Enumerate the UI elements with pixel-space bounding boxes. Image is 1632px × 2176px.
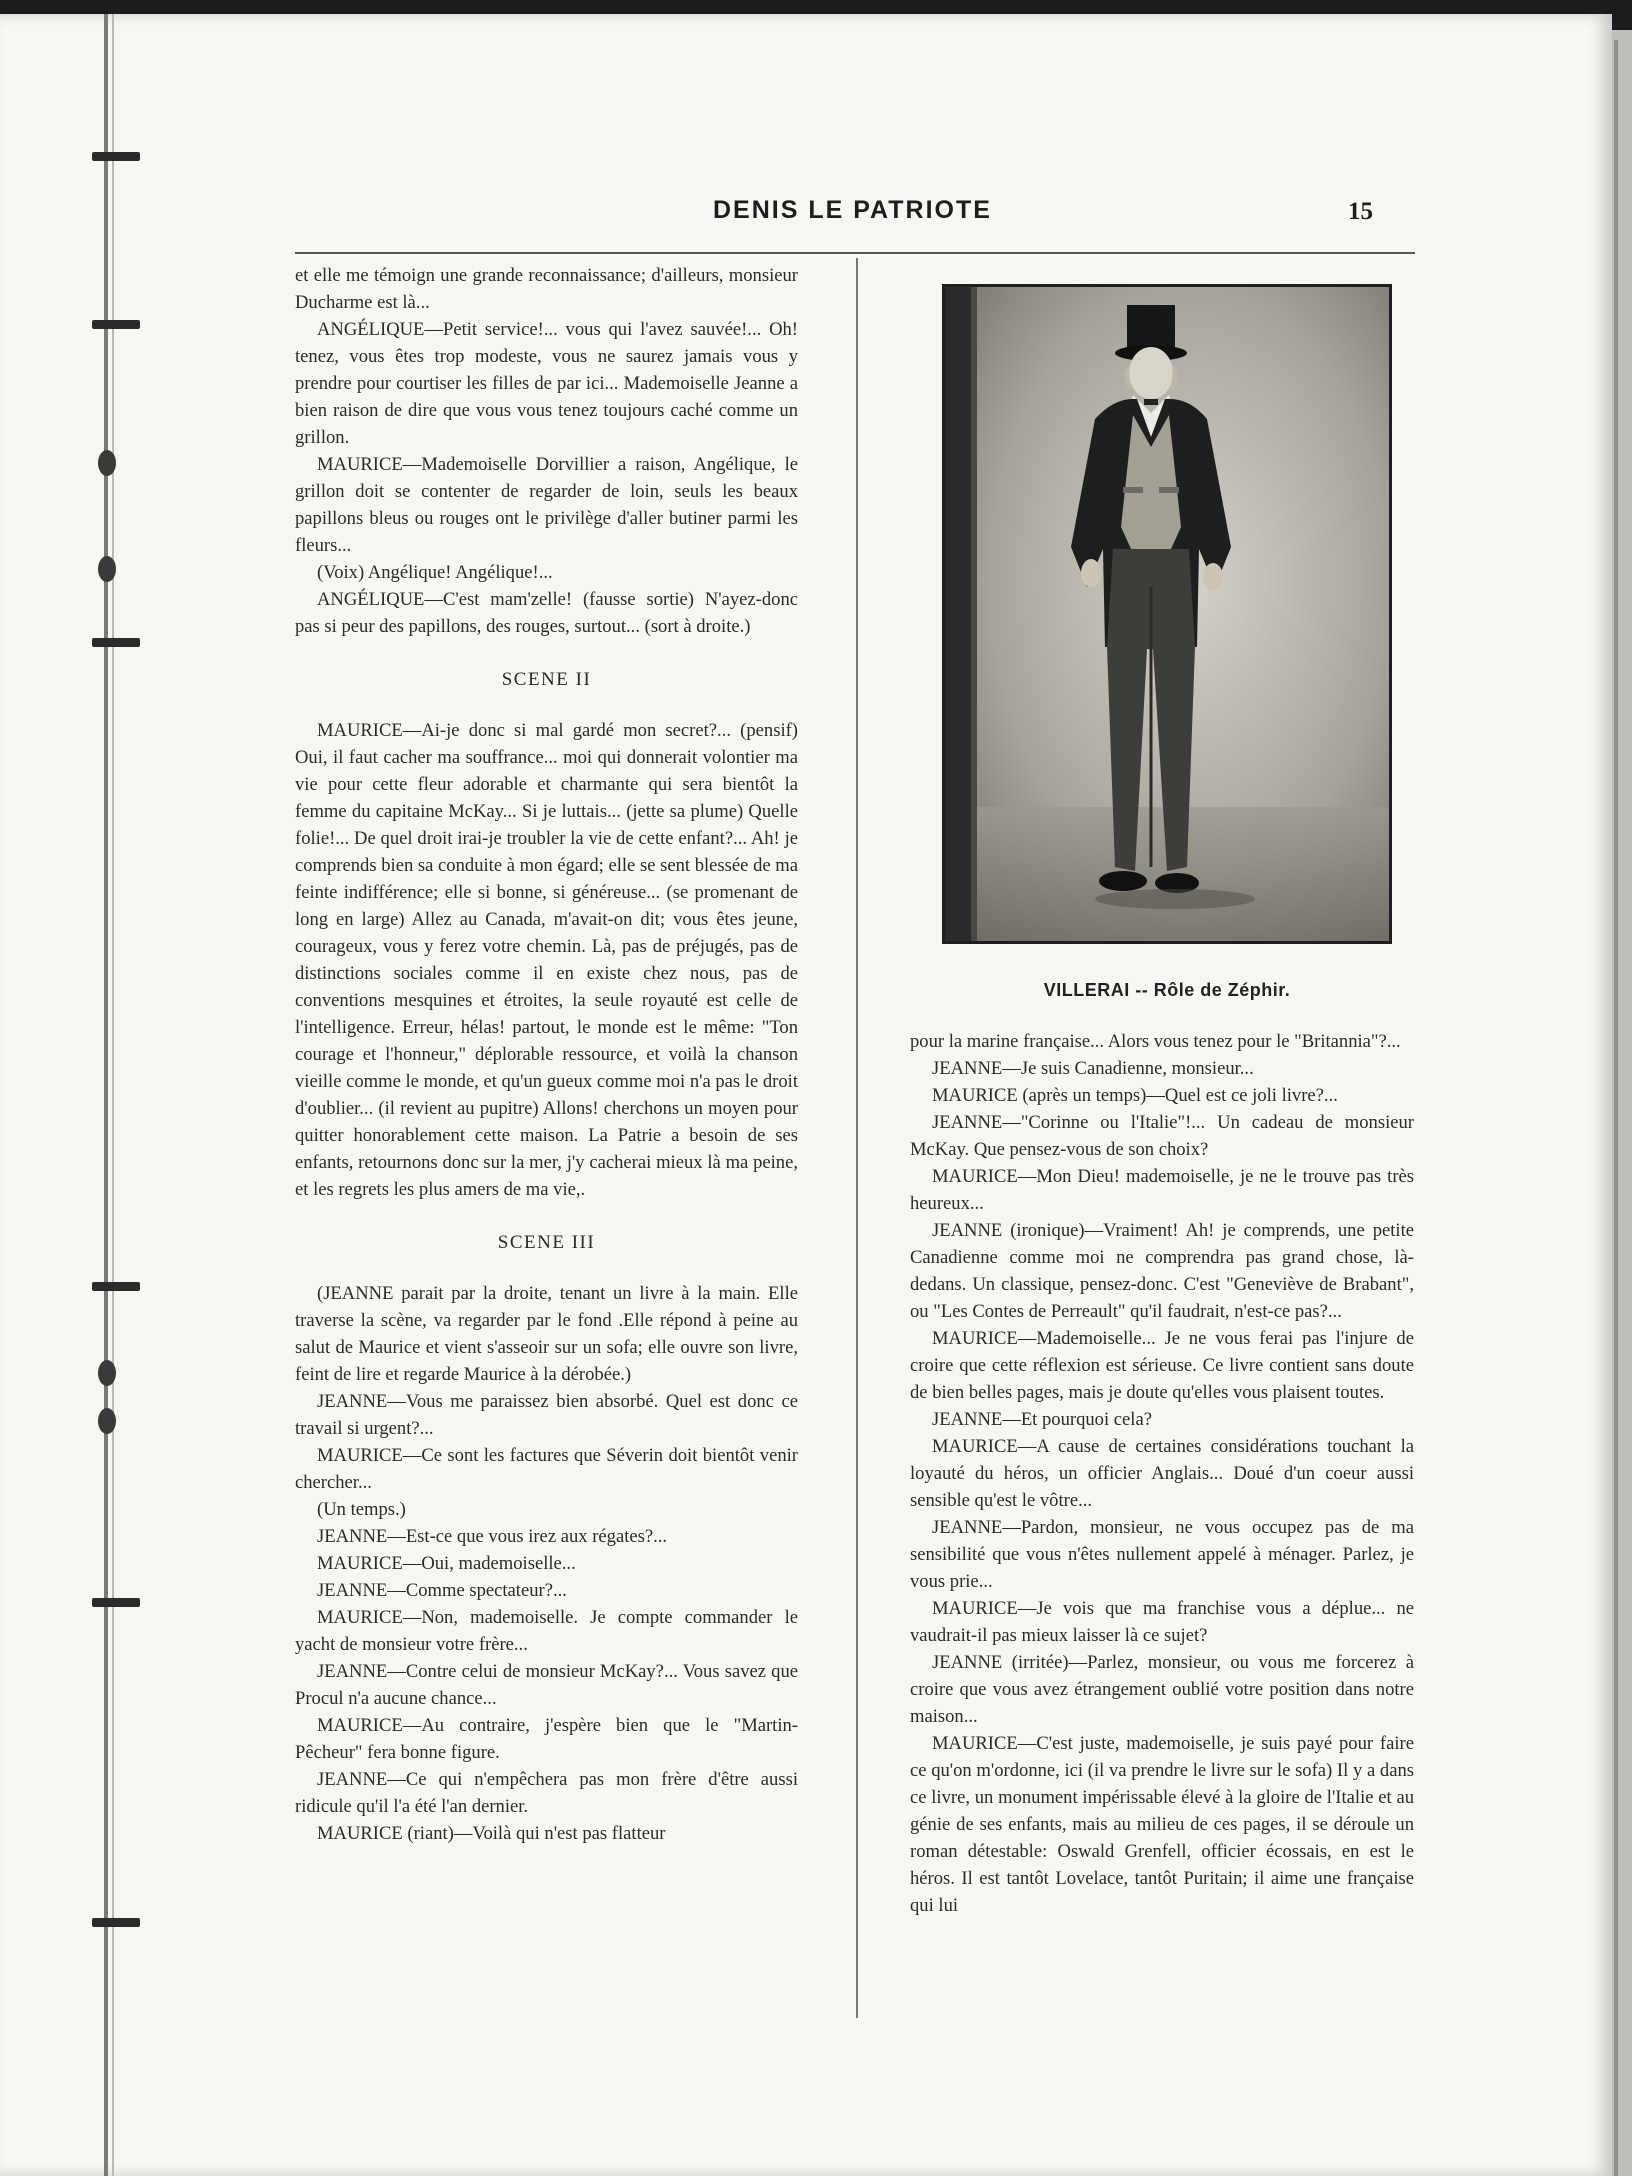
paragraph: JEANNE—Et pourquoi cela? — [932, 1409, 1152, 1430]
page-header — [295, 192, 1415, 254]
paragraph: MAURICE—Mon Dieu! mademoiselle, je ne le trouve pas très heureux... — [910, 1166, 1414, 1214]
paragraph: JEANNE—Est-ce que vous irez aux régates?... — [317, 1526, 668, 1547]
page-number: 15 — [1348, 198, 1373, 225]
paragraph: MAURICE—Ai-je donc si mal gardé mon secret?... (pensif) Oui, il faut cacher ma souffrance... moi qui donnerait volontier ma vie pour cette fleur adorable et charmante qui sera bientôt la femme du capitaine McKay... Si je luttais... (jette sa plume) Quelle folie!... De quel droit irai-je troubler la vie de cette enfant?... Ah! je comprends bien sa conduite à mon égard; elle se sent blessée de ma feinte indifférence; elle si bonne, si généreuse... (se promenant de long en large) Allez au Canada, m'avait-on dit; vous êtes jeune, courageux, vous y ferez votre chemin. Là, pas de préjugés, pas de distinctions sociales comme il en existe chez nous, pas de conventions mesquines et étroites, la seule royauté est celle de l'intelligence. Erreur, hélas! partout, le monde est le même: "Ton courage et l'honneur," déplorable ressource, et voilà la chanson vieille comme le monde, et qu'un gueux comme moi n'a pas le droit d'oublier... (il revient au pupitre) Allons! cherchons un moyen pour quitter honorablement cette maison. La Patrie a besoin de ses enfants, retournons donc sur la mer, j'y cacherai mieux là ma peine, et les regrets les plus amers de ma vie,. — [295, 720, 798, 1200]
binding-stitch — [92, 152, 140, 161]
binding-thread — [104, 14, 108, 2176]
paragraph: MAURICE—Mademoiselle... Je ne vous ferai pas l'injure de croire que cette réflexion est sérieuse. Ce livre contient sans doute de bien belles pages, mais je doute qu'elles vous plaisent toutes. — [910, 1328, 1414, 1403]
paragraph: (JEANNE parait par la droite, tenant un livre à la main. Elle traverse la scène, va regarder par le fond .Elle répond à peine au salut de Maurice et vient s'asseoir sur un sofa; elle ouvre son livre, feint de lire et regarde Maurice à la dérobée.) — [295, 1283, 798, 1385]
paragraph: JEANNE—Contre celui de monsieur McKay?... Vous savez que Procul n'a aucune chance... — [295, 1661, 798, 1709]
binding-stitch — [92, 1918, 140, 1927]
column-divider — [856, 258, 858, 2018]
paragraph: JEANNE—Pardon, monsieur, ne vous occupez pas de ma sensibilité que vous n'êtes nullement appelé à ménager. Parlez, je vous prie... — [910, 1517, 1414, 1592]
portrait-figure-image — [945, 287, 1389, 941]
binding-knot — [98, 450, 116, 476]
paragraph: MAURICE—Ce sont les factures que Séverin doit bientôt venir chercher... — [295, 1445, 798, 1493]
binding-stitch — [92, 1282, 140, 1291]
binding-knot — [98, 1360, 116, 1386]
scene-heading: SCENE III — [497, 1232, 596, 1253]
paragraph: JEANNE—Comme spectateur?... — [317, 1580, 567, 1601]
page-stack-line — [1614, 40, 1618, 2176]
paragraph: JEANNE—Ce qui n'empêchera pas mon frère d'être aussi ridicule qu'il l'a été l'an dernier. — [295, 1769, 798, 1817]
binding-knot — [98, 556, 116, 582]
paragraph: MAURICE—Non, mademoiselle. Je compte commander le yacht de monsieur votre frère... — [295, 1607, 798, 1655]
portrait-photo — [942, 284, 1392, 944]
paragraph: JEANNE—"Corinne ou l'Italie"!... Un cadeau de monsieur McKay. Que pensez-vous de son choix? — [910, 1112, 1414, 1160]
paragraph: MAURICE—Je vois que ma franchise vous a déplue... ne vaudrait-il pas mieux laisser là ce sujet? — [910, 1598, 1414, 1646]
paragraph: MAURICE—Oui, mademoiselle... — [317, 1553, 576, 1574]
paragraph: pour la marine française... Alors vous tenez pour le "Britannia"?... — [910, 1031, 1401, 1052]
photo-caption: VILLERAI -- Rôle de Zéphir. — [1043, 980, 1291, 1000]
paragraph: ANGÉLIQUE—C'est mam'zelle! (fausse sortie) N'ayez-donc pas si peur des papillons, des rouges, surtout... (sort à droite.) — [295, 589, 798, 637]
running-title: DENIS LE PATRIOTE — [713, 196, 992, 224]
right-column — [910, 1028, 1414, 1919]
paragraph: (Voix) Angélique! Angélique!... — [317, 562, 553, 583]
binding-stitch — [92, 638, 140, 647]
paragraph: ANGÉLIQUE—Petit service!... vous qui l'avez sauvée!... Oh! tenez, vous êtes trop modeste, vous ne saurez jamais vous y prendre pour courtiser les filles de par ici... Mademoiselle Jeanne a bien raison de dire que vous vous tenez toujours caché comme un grillon. — [295, 319, 798, 448]
paragraph: JEANNE (ironique)—Vraiment! Ah! je comprends, une petite Canadienne comme moi ne comprendra pas grand chose, là-dedans. Un classique, pensez-donc. C'est "Geneviève de Brabant", ou "Les Contes de Perreault" qu'il faudrait, n'est-ce pas?... — [910, 1220, 1414, 1322]
binding-knot — [98, 1408, 116, 1434]
paragraph: MAURICE (riant)—Voilà qui n'est pas flatteur — [317, 1823, 666, 1844]
paragraph: MAURICE (après un temps)—Quel est ce joli livre?... — [932, 1085, 1338, 1106]
paragraph: MAURICE—C'est juste, mademoiselle, je suis payé pour faire ce qu'on m'ordonne, ici (il va prendre le livre sur le sofa) Il y a dans ce livre, un monument impérissable élevé à la gloire de l'Italie et au génie de ses enfants, mais au milieu de ces pages, il se déroule un roman détestable: Oswald Grenfell, officier écossais, en est le héros. Il est tantôt Lovelace, tantôt Puritain; il aime une française qui lui — [910, 1733, 1414, 1916]
paragraph: JEANNE (irritée)—Parlez, monsieur, ou vous me forcerez à croire que vous avez étrangement oublié votre position dans notre maison... — [910, 1652, 1414, 1727]
binding-stitch — [92, 1598, 140, 1607]
paragraph: MAURICE—A cause de certaines considérations touchant la loyauté du héros, un officier Anglais... Doué d'un coeur aussi sensible qu'est le vôtre... — [910, 1436, 1414, 1511]
paragraph: JEANNE—Vous me paraissez bien absorbé. Quel est donc ce travail si urgent?... — [295, 1391, 798, 1439]
paragraph: et elle me témoign une grande reconnaissance; d'ailleurs, monsieur Ducharme est là... — [295, 265, 798, 313]
paragraph: MAURICE—Au contraire, j'espère bien que le "Martin-Pêcheur" fera bonne figure. — [295, 1715, 798, 1763]
binding-gutter — [112, 14, 114, 2176]
binding-stitch — [92, 320, 140, 329]
scene-heading: SCENE II — [501, 669, 592, 690]
left-column — [295, 262, 798, 1847]
paragraph: (Un temps.) — [317, 1499, 406, 1520]
paragraph: MAURICE—Mademoiselle Dorvillier a raison, Angélique, le grillon doit se contenter de regarder de loin, seuls les beaux papillons bleus ou rouges ont le privilège d'aller butiner parmi les fleurs... — [295, 454, 798, 556]
paragraph: JEANNE—Je suis Canadienne, monsieur... — [932, 1058, 1254, 1079]
